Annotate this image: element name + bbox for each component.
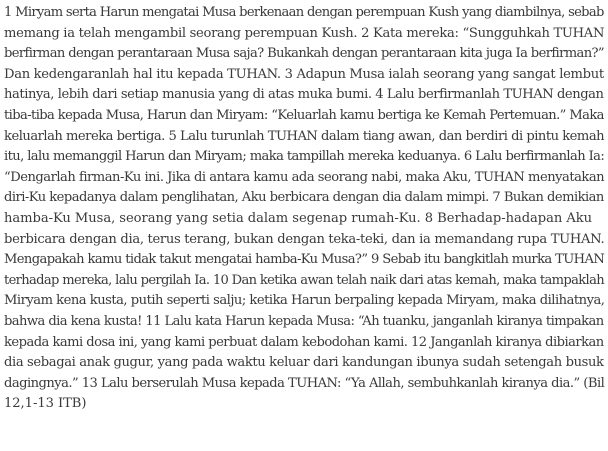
passage-line: terhadap mereka, lalu pergilah Ia. 10 Dan ketika awan telah naik dari atas kemah, maka tampaklah [4,272,604,288]
passage-line: berbicara dengan dia, terus terang, bukan dengan teka-teki, dan ia memandang rupa TUHAN. [4,231,605,247]
passage-line: kepada kami dosa ini, yang kami perbuat dalam kebodohan kami. 12 Janganlah kiranya dibiarkan [4,334,604,350]
passage-line: dia sebagai anak gugur, yang pada waktu keluar dari kandungan ibunya sudah setengah busuk [4,355,604,371]
passage-line: keluarlah mereka bertiga. 5 Lalu turunlah TUHAN dalam tiang awan, dan berdiri di pintu kemah [4,128,605,144]
scripture-passage [4,3,604,415]
passage-line: hamba-Ku Musa, seorang yang setia dalam segenap rumah-Ku. 8 Berhadap-hadapan Aku [4,210,593,226]
passage-line: “Dengarlah firman-Ku ini. Jika di antara kamu ada seorang nabi, maka Aku, TUHAN menyatakan [4,169,605,185]
passage-line: bahwa dia kena kusta! 11 Lalu kata Harun kepada Musa: “Ah tuanku, janganlah kiranya timpakan [4,313,604,329]
passage-line: Dan kedengaranlah hal itu kepada TUHAN. 3 Adapun Musa ialah seorang yang sangat lembut [4,66,604,82]
passage-line: dagingnya.” 13 Lalu berserulah Musa kepada TUHAN: “Ya Allah, sembuhkanlah kiranya dia.” (Bil [4,375,605,391]
passage-line: diri-Ku kepadanya dalam penglihatan, Aku berbicara dengan dia dalam mimpi. 7 Bukan demikian [4,190,604,206]
passage-line: Mengapakah kamu tidak takut mengatai hamba-Ku Musa?” 9 Sebab itu bangkitlah murka TUHAN [4,252,605,268]
passage-line: 1 Miryam serta Harun mengatai Musa berkenaan dengan perempuan Kush yang diambilnya, sebab [4,5,604,20]
passage-line: memang ia telah mengambil seorang perempuan Kush. 2 Kata mereka: “Sungguhkah TUHAN [4,25,605,41]
passage-line: Miryam kena kusta, putih seperti salju; ketika Harun berpaling kepada Miryam, maka dilihatnya, [4,293,605,309]
passage-line: itu, lalu memanggil Harun dan Miryam; maka tampillah mereka keduanya. 6 Lalu berfirmanlah Ia: [4,149,605,165]
passage-line: berfirman dengan perantaraan Musa saja? Bukankah dengan perantaraan kita juga Ia berfirman?” [4,46,604,62]
passage-line: hatinya, lebih dari setiap manusia yang di atas muka bumi. 4 Lalu berfirmanlah TUHAN dengan [4,87,604,103]
passage-line: tiba-tiba kepada Musa, Harun dan Miryam: “Keluarlah kamu bertiga ke Kemah Pertemuan.” Maka [4,107,604,123]
passage-line: 12,1-13 ITB) [4,396,87,412]
